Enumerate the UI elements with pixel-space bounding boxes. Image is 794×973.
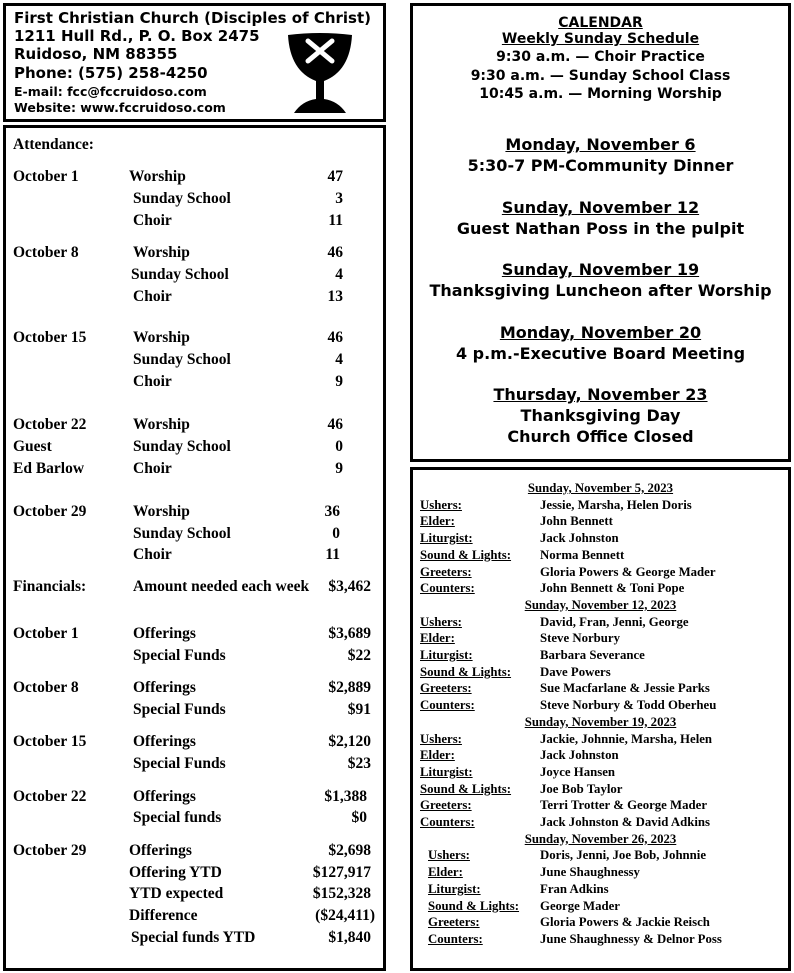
attendance-row-count: 46: [327, 244, 343, 261]
financial-row-label: October 8: [13, 679, 79, 696]
schedule-names: John Bennett: [540, 514, 613, 529]
schedule-role: Sound & Lights:: [420, 547, 512, 562]
schedule-role: Greeters:: [420, 681, 472, 696]
schedule-role: Sound & Lights:: [428, 898, 520, 913]
financial-row-category: Special funds: [133, 809, 222, 826]
financial-row-category: Special Funds: [133, 647, 226, 664]
attendance-row-category: Sunday School: [133, 525, 231, 542]
calendar-subtitle: Weekly Sunday Schedule: [501, 31, 700, 47]
schedule-date: Sunday, November 19, 2023: [524, 714, 677, 729]
schedule-names: Steve Norbury & Todd Oberheu: [540, 698, 717, 713]
attendance-row-label: October 22: [13, 416, 87, 433]
financial-row-category: Offering YTD: [129, 864, 222, 881]
schedule-role: Liturgist:: [420, 764, 473, 779]
amount-needed-label: Amount needed each week: [133, 578, 310, 595]
attendance-row-count: 9: [335, 460, 343, 477]
attendance-row-category: Choir: [133, 460, 172, 477]
attendance-row-count: 0: [335, 438, 343, 455]
schedule-role: Elder:: [420, 748, 455, 763]
amount-needed-value: $3,462: [328, 578, 371, 595]
attendance-row-category: Sunday School: [131, 266, 229, 283]
attendance-row-category: Worship: [133, 244, 190, 261]
schedule-date: Sunday, November 5, 2023: [527, 481, 674, 495]
financial-row-amount: $0: [351, 809, 367, 826]
schedule-role: Liturgist:: [420, 531, 473, 546]
financial-row-amount: $3,689: [328, 625, 371, 642]
financial-row-category: Special Funds: [133, 755, 226, 772]
schedule-names: Doris, Jenni, Joe Bob, Johnnie: [540, 848, 707, 863]
attendance-row-category: Worship: [133, 416, 190, 433]
schedule-role: Elder:: [420, 514, 455, 529]
event-line: Church Office Closed: [507, 427, 694, 446]
event-line: Guest Nathan Poss in the pulpit: [456, 219, 745, 238]
financial-row-amount: $1,840: [328, 929, 371, 946]
event-date: Monday, November 6: [505, 135, 696, 154]
attendance-row-category: Choir: [133, 212, 172, 229]
financial-row-category: Special funds YTD: [131, 929, 256, 946]
schedule-names: David, Fran, Jenni, George: [540, 614, 689, 629]
attendance-row-count: 11: [328, 212, 343, 229]
weekly-item: 10:45 a.m. — Morning Worship: [479, 86, 722, 102]
event-date: Monday, November 20: [499, 323, 702, 342]
financial-row-amount: $91: [347, 701, 371, 718]
attendance-row-label: October 8: [13, 244, 79, 261]
schedule-names: Steve Norbury: [540, 631, 620, 646]
schedule-names: June Shaughnessy & Delnor Poss: [540, 931, 722, 946]
website: Website: www.fccruidoso.com: [14, 100, 226, 115]
schedule-names: John Bennett & Toni Pope: [540, 581, 685, 596]
schedule-names: Joyce Hansen: [540, 764, 616, 779]
schedule-role: Sound & Lights:: [420, 664, 512, 679]
financial-row-category: Offerings: [133, 625, 196, 642]
schedule-names: Gloria Powers & Jackie Reisch: [540, 915, 710, 930]
phone: Phone: (575) 258-4250: [14, 64, 208, 82]
financial-row-category: Offerings: [133, 733, 196, 750]
attendance-row-count: 11: [325, 546, 340, 563]
financial-row-category: Special Funds: [133, 701, 226, 718]
schedule-role: Greeters:: [420, 564, 472, 579]
attendance-row-count: 36: [324, 503, 340, 520]
attendance-row-label: Ed Barlow: [13, 460, 85, 477]
schedule-names: Barbara Severance: [540, 648, 645, 662]
attendance-row-label: October 15: [13, 329, 87, 346]
attendance-row-count: 46: [327, 329, 343, 346]
email: E-mail: fcc@fccruidoso.com: [14, 84, 207, 99]
schedule-names: Gloria Powers & George Mader: [540, 564, 716, 579]
attendance-row-count: 4: [335, 266, 343, 283]
schedule-role: Elder:: [428, 865, 463, 880]
church-name: First Christian Church (Disciples of Christ): [14, 9, 371, 27]
chalice-logo-icon: [284, 31, 356, 119]
financial-row-amount: $2,698: [328, 842, 371, 859]
schedule-role: Counters:: [428, 931, 483, 946]
schedule-names: Fran Adkins: [540, 881, 609, 896]
attendance-row-label: Guest: [13, 438, 52, 455]
financial-row-amount: $22: [347, 647, 371, 664]
schedule-names: George Mader: [540, 898, 620, 913]
schedule-names: Jackie, Johnnie, Marsha, Helen: [540, 731, 713, 746]
event-date: Sunday, November 19: [501, 260, 700, 279]
schedule-role: Ushers:: [420, 731, 462, 746]
address-line2: Ruidoso, NM 88355: [14, 45, 178, 63]
event-date: Thursday, November 23: [493, 385, 708, 404]
attendance-row-category: Sunday School: [133, 351, 231, 368]
schedule-role: Greeters:: [428, 915, 480, 930]
schedule-role: Elder:: [420, 631, 455, 646]
schedule-names: Jessie, Marsha, Helen Doris: [540, 497, 692, 512]
attendance-row-count: 46: [327, 416, 343, 433]
schedule-role: Counters:: [420, 815, 475, 829]
financial-row-category: Offerings: [133, 788, 196, 805]
attendance-row-category: Worship: [133, 503, 190, 520]
attendance-row-label: October 1: [13, 168, 79, 185]
attendance-title: Attendance:: [13, 136, 94, 153]
attendance-row-category: Choir: [133, 288, 172, 305]
schedule-role: Greeters:: [420, 798, 472, 813]
event-line: Thanksgiving Luncheon after Worship: [429, 281, 772, 300]
attendance-row-count: 0: [332, 525, 340, 542]
attendance-financials-box: [3, 125, 386, 971]
financial-row-amount: $23: [347, 755, 371, 772]
schedule-role: Counters:: [420, 581, 475, 596]
event-line: 4 p.m.-Executive Board Meeting: [455, 344, 746, 363]
schedule-role: Ushers:: [420, 614, 462, 629]
financial-row-category: Offerings: [129, 842, 192, 859]
event-line: Thanksgiving Day: [520, 406, 681, 425]
schedule-role: Liturgist:: [420, 648, 473, 662]
calendar-box: [410, 3, 791, 462]
schedule-role: Ushers:: [428, 848, 470, 863]
financial-row-label: October 22: [13, 788, 87, 805]
financials-title: Financials:: [13, 578, 87, 595]
financial-row-category: Difference: [129, 907, 198, 924]
attendance-row-category: Choir: [133, 373, 172, 390]
financial-row-label: October 29: [13, 842, 87, 859]
church-header: [3, 3, 386, 122]
schedule-names: Jack Johnston: [540, 748, 619, 763]
schedule-names: Joe Bob Taylor: [540, 781, 623, 796]
schedule-role: Counters:: [420, 698, 475, 713]
event-line: 5:30-7 PM-Community Dinner: [467, 156, 734, 175]
event-date: Sunday, November 12: [501, 198, 700, 217]
financial-row-label: October 1: [13, 625, 79, 642]
attendance-row-category: Sunday School: [133, 438, 231, 455]
schedule-date: Sunday, November 26, 2023: [524, 831, 677, 846]
schedule-role: Ushers:: [420, 497, 462, 512]
weekly-item: 9:30 a.m. — Sunday School Class: [470, 68, 731, 84]
financial-row-category: Offerings: [133, 679, 196, 696]
schedule-names: June Shaughnessy: [540, 865, 640, 880]
schedule-names: Sue Macfarlane & Jessie Parks: [540, 681, 710, 696]
attendance-row-count: 4: [335, 351, 343, 368]
schedule-names: Jack Johnston: [540, 531, 619, 546]
financial-row-amount: $2,889: [328, 679, 371, 696]
weekly-item: 9:30 a.m. — Choir Practice: [496, 49, 705, 65]
financial-row-amount: $2,120: [328, 733, 371, 750]
financial-row-amount: $127,917: [312, 864, 371, 881]
financial-row-amount: ($24,411): [315, 907, 375, 924]
financial-row-category: YTD expected: [129, 885, 224, 902]
schedule-date: Sunday, November 12, 2023: [524, 597, 677, 612]
attendance-row-count: 13: [327, 288, 343, 305]
attendance-row-count: 47: [327, 168, 343, 185]
schedule-names: Norma Bennett: [540, 547, 625, 562]
schedule-role: Sound & Lights:: [420, 781, 512, 796]
calendar-title: CALENDAR: [558, 15, 643, 31]
financial-row-amount: $1,388: [324, 788, 367, 805]
schedule-names: Terri Trotter & George Mader: [540, 798, 708, 813]
schedule-role: Liturgist:: [428, 881, 481, 896]
attendance-row-category: Sunday School: [133, 190, 231, 207]
financial-row-amount: $152,328: [312, 885, 371, 902]
volunteer-schedule-box: [410, 467, 791, 971]
schedule-names: Dave Powers: [540, 664, 611, 679]
attendance-row-count: 9: [335, 373, 343, 390]
financial-row-label: October 15: [13, 733, 87, 750]
attendance-row-label: October 29: [13, 503, 87, 520]
attendance-row-category: Choir: [133, 546, 172, 563]
attendance-row-category: Worship: [133, 329, 190, 346]
attendance-row-category: Worship: [129, 168, 186, 185]
schedule-names: Jack Johnston & David Adkins: [540, 815, 710, 829]
address-line1: 1211 Hull Rd., P. O. Box 2475: [14, 27, 260, 45]
attendance-row-count: 3: [335, 190, 343, 207]
